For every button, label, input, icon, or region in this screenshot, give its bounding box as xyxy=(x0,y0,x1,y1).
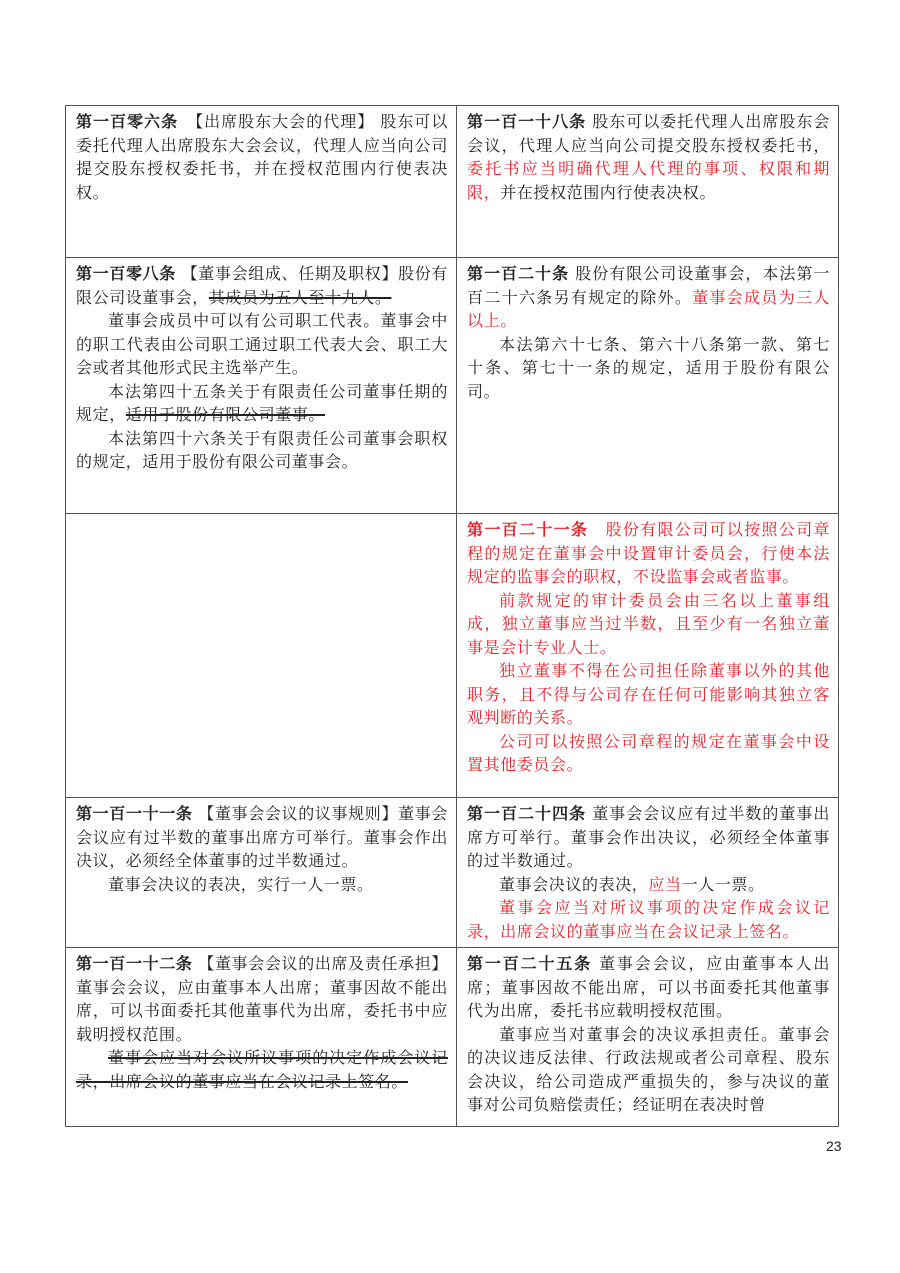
article-paragraph xyxy=(467,262,830,333)
article-paragraph xyxy=(76,262,448,309)
table-row xyxy=(66,948,839,1127)
article-paragraph xyxy=(76,802,448,873)
table-row xyxy=(66,106,839,258)
old-article-cell xyxy=(66,106,457,258)
article-number: 第一百零八条 xyxy=(76,264,176,283)
old-article-cell xyxy=(66,258,457,514)
article-paragraph xyxy=(467,873,830,897)
deleted-text: 董事会应当对会议所议事项的决定作成会议记录，出席会议的董事应当在会议记录上签名。 xyxy=(76,1048,448,1091)
article-text: 股份有限公司设董事会，本法第一百二十六条另有规定的除外。 xyxy=(467,264,830,307)
added-text: 董事会应当对所议事项的决定作成会议记录，出席会议的董事应当在会议记录上签名。 xyxy=(467,898,830,941)
added-text: 股份有限公司可以按照公司章程的规定在董事会中设置审计委员会，行使本法规定的监事会的职权，不设监事会或者监事。 xyxy=(467,520,831,586)
article-paragraph xyxy=(467,952,830,1023)
new-article-cell xyxy=(457,106,839,258)
page-number: 23 xyxy=(826,1138,842,1154)
old-article-cell xyxy=(66,514,457,798)
old-article-cell xyxy=(66,948,457,1127)
new-article-cell xyxy=(457,798,839,948)
deleted-text: 适用于股份有限公司董事。 xyxy=(125,405,326,424)
article-paragraph xyxy=(467,802,830,873)
old-article-cell xyxy=(66,798,457,948)
article-number: 第一百一十二条 xyxy=(76,954,193,973)
article-paragraph xyxy=(467,110,830,204)
added-text: 应当 xyxy=(648,874,682,894)
article-number: 第一百二十五条 xyxy=(467,954,593,973)
added-text: 董事会成员为三人以上。 xyxy=(467,287,830,330)
article-paragraph xyxy=(76,1046,448,1093)
law-comparison-table xyxy=(65,105,839,1127)
article-text: 本法第六十七条、第六十八条第一款、第七十条、第七十一条的规定，适用于股份有限公司。 xyxy=(467,334,830,401)
article-number: 第一百一十一条 xyxy=(76,804,193,823)
article-paragraph xyxy=(76,873,448,897)
article-number: 第一百二十一条 xyxy=(467,520,589,539)
article-number: 第一百二十条 xyxy=(467,264,570,283)
article-text: 本法第四十六条关于有限责任公司董事会职权的规定，适用于股份有限公司董事会。 xyxy=(76,428,448,471)
table-row xyxy=(66,258,839,514)
article-text: 【董事会组成、任期及职权】股份有限公司设董事会， xyxy=(76,264,448,307)
article-paragraph xyxy=(467,589,830,660)
article-paragraph xyxy=(467,896,830,943)
added-text: 前款规定的审计委员会由三名以上董事组成，独立董事应当过半数，且至少有一名独立董事是会计专业人士。 xyxy=(467,590,830,657)
added-text: 公司可以按照公司章程的规定在董事会中设置其他委员会。 xyxy=(467,731,830,774)
article-paragraph xyxy=(467,659,830,730)
article-paragraph xyxy=(467,730,830,777)
article-paragraph xyxy=(467,518,830,589)
article-number: 第一百二十四条 xyxy=(467,804,587,823)
article-text: 一人一票。 xyxy=(681,874,765,894)
article-text: 董事会决议的表决，实行一人一票。 xyxy=(108,874,374,894)
article-text: 股东可以委托代理人出席股东会会议，代理人应当向公司提交股东授权委托书， xyxy=(467,112,830,155)
article-paragraph xyxy=(76,309,448,380)
article-text: 本法第四十五条关于有限责任公司董事任期的规定， xyxy=(76,381,448,424)
article-text: 董事会会议应有过半数的董事出席方可举行。董事会作出决议，必须经全体董事的过半数通过。 xyxy=(467,804,830,870)
article-text: 董事会成员中可以有公司职工代表。董事会中的职工代表由公司职工通过职工代表大会、职工大会或者其他形式民主选举产生。 xyxy=(76,311,448,377)
article-text: 【出席股东大会的代理】 股东可以委托代理人出席股东大会会议，代理人应当向公司提交股东授权委托书，并在授权范围内行使表决权。 xyxy=(76,112,448,202)
article-text: 并在授权范围内行使表决权。 xyxy=(500,182,717,202)
article-text: 董事应当对董事会的决议承担责任。董事会的决议违反法律、行政法规或者公司章程、股东会决议，给公司造成严重损失的，参与决议的董事对公司负赔偿责任；经证明在表决时曾 xyxy=(467,1024,830,1114)
article-paragraph xyxy=(76,110,448,204)
table-row xyxy=(66,514,839,798)
article-paragraph xyxy=(76,427,448,474)
article-paragraph xyxy=(467,333,830,404)
article-number: 第一百零六条 xyxy=(76,112,179,131)
table-row xyxy=(66,798,839,948)
added-text: 委托书应当明确代理人代理的事项、权限和期限， xyxy=(467,159,830,202)
article-text: 【董事会会议的出席及责任承担】 董事会会议，应由董事本人出席；董事因故不能出席，可以书面委托其他董事代为出席，委托书中应载明授权范围。 xyxy=(76,954,449,1044)
added-text: 独立董事不得在公司担任除董事以外的其他职务，且不得与公司存在任何可能影响其独立客观判断的关系。 xyxy=(467,661,830,727)
new-article-cell xyxy=(457,258,839,514)
deleted-text: 其成员为五人至十九人。 xyxy=(208,287,392,307)
new-article-cell xyxy=(457,514,839,798)
article-text: 董事会会议，应由董事本人出席；董事因故不能出席，可以书面委托其他董事代为出席，委托书应载明授权范围。 xyxy=(467,954,830,1020)
article-text: 【董事会会议的议事规则】董事会会议应有过半数的董事出席方可举行。董事会作出决议，必须经全体董事的过半数通过。 xyxy=(76,804,449,870)
article-paragraph xyxy=(76,952,448,1046)
article-paragraph xyxy=(467,1023,830,1117)
article-number: 第一百一十八条 xyxy=(467,112,587,131)
new-article-cell xyxy=(457,948,839,1127)
article-text: 董事会决议的表决， xyxy=(499,874,649,894)
article-paragraph xyxy=(76,380,448,427)
